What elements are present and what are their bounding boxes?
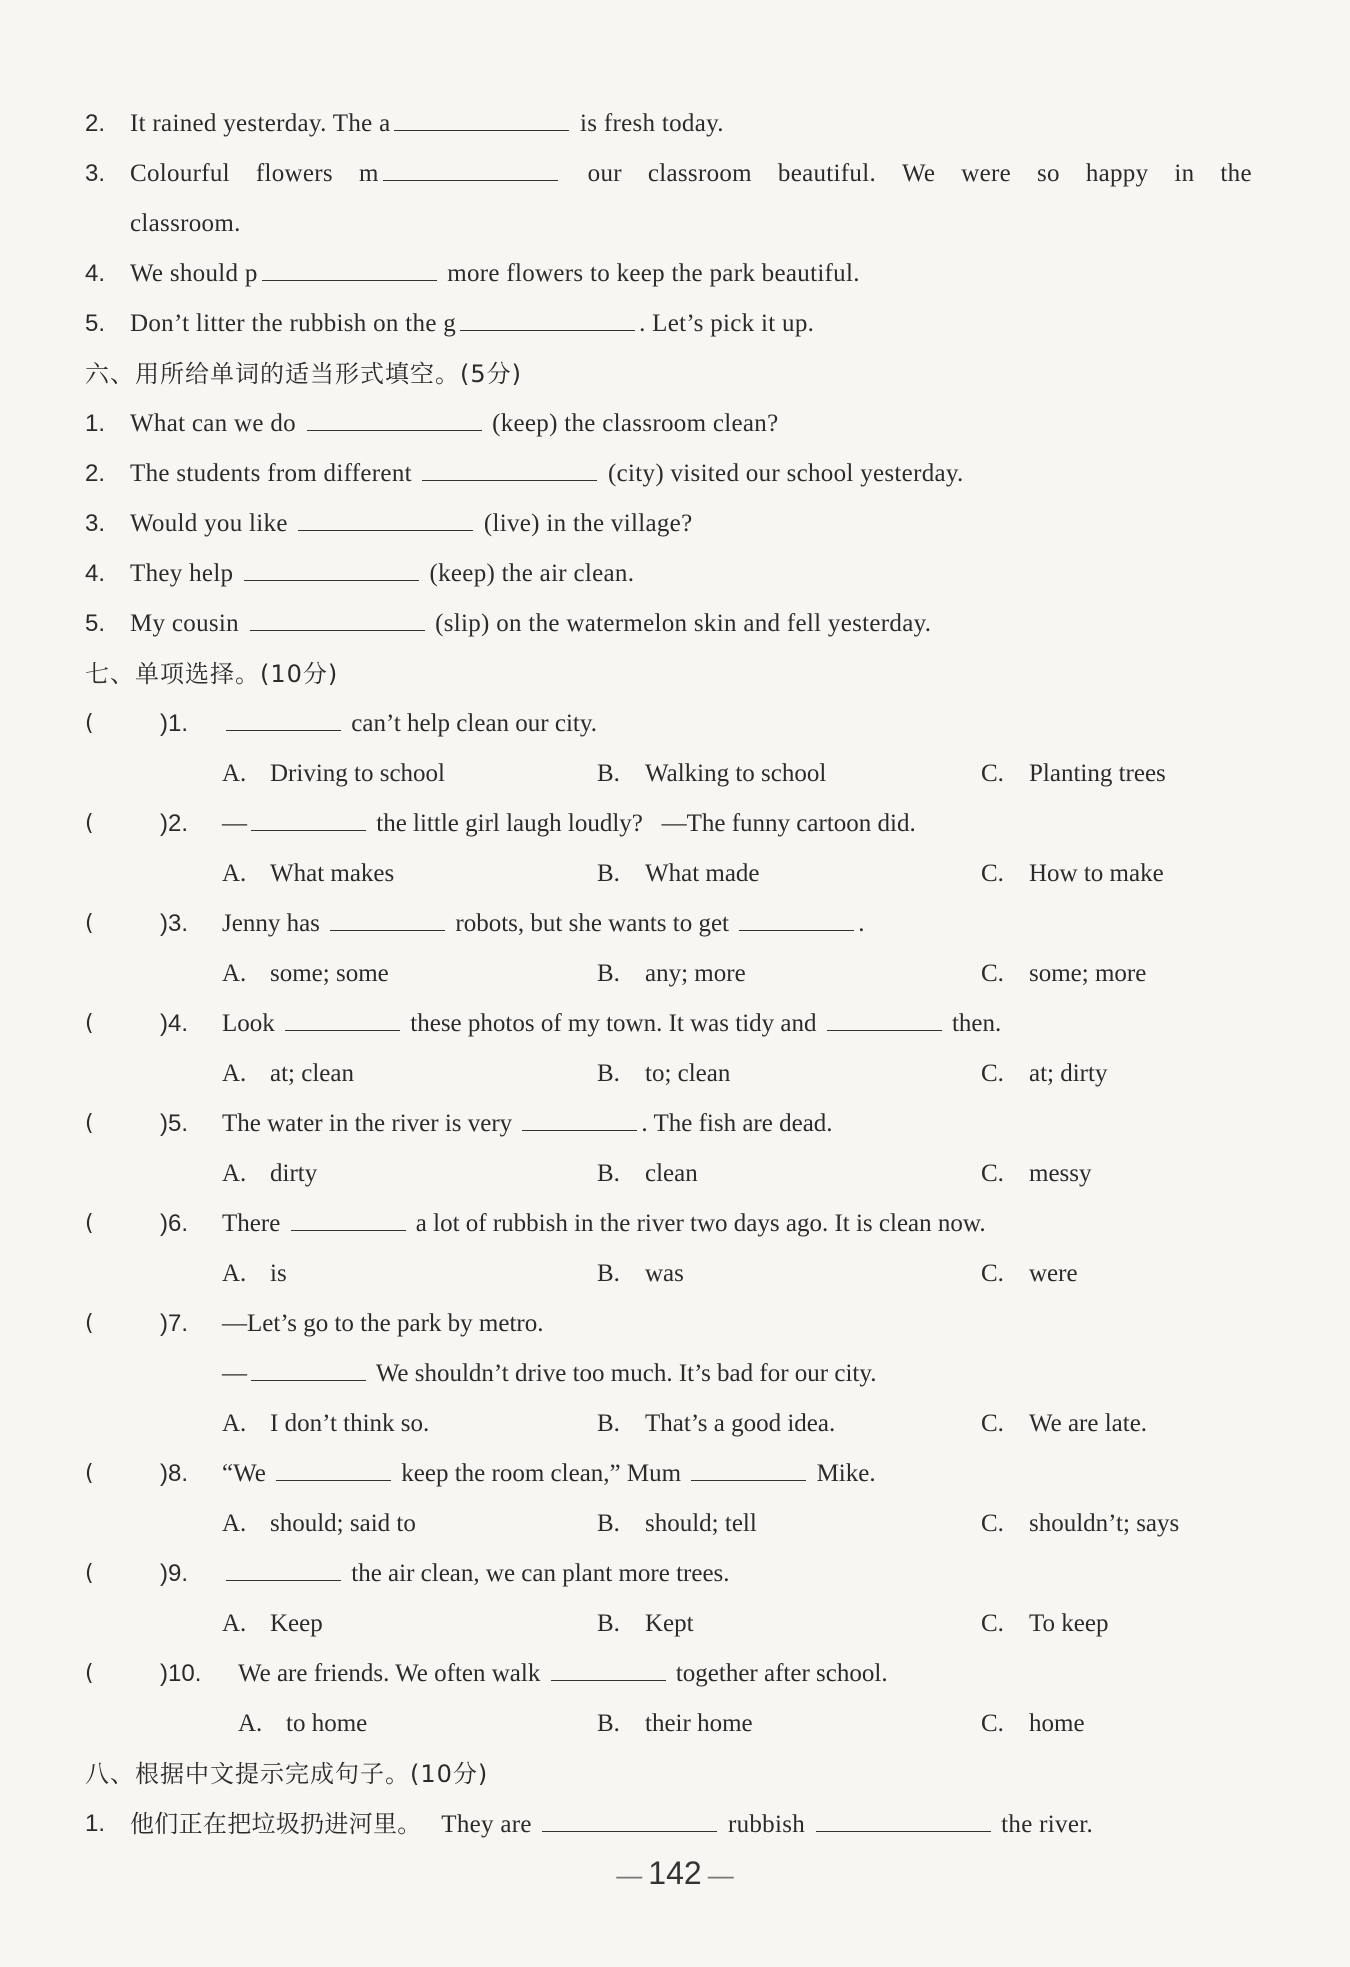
choice-options — [0, 949, 1350, 999]
option-a[interactable]: A. I don’t think so. — [222, 1410, 430, 1437]
answer-blank[interactable] — [816, 1801, 991, 1832]
option-c[interactable]: C. home — [981, 1710, 1085, 1737]
option-b[interactable]: B. That’s a good idea. — [597, 1410, 836, 1437]
question-line: 2. It rained yesterday. The a is fresh today. — [0, 99, 1350, 149]
option-c[interactable]: C. Planting trees — [981, 760, 1166, 787]
answer-blank[interactable] — [251, 800, 366, 831]
option-a[interactable]: A. should; said to — [222, 1510, 416, 1537]
option-c[interactable]: C. some; more — [981, 960, 1147, 987]
answer-blank[interactable] — [691, 1450, 806, 1481]
question-line: 1. 他们正在把垃圾扔进河里。 They are rubbish the river. — [0, 1799, 1350, 1849]
answer-blank[interactable] — [226, 700, 341, 731]
option-c[interactable]: C. messy — [981, 1160, 1092, 1187]
choice-question: ( )9. the air clean, we can plant more trees. — [0, 1549, 1350, 1599]
choice-options — [0, 1149, 1350, 1199]
answer-blank[interactable] — [542, 1801, 717, 1832]
answer-blank[interactable] — [383, 150, 558, 181]
question-line: 5. Don’t litter the rubbish on the g . Let’s pick it up. — [0, 299, 1350, 349]
answer-blank[interactable] — [298, 500, 473, 531]
answer-blank[interactable] — [226, 1550, 341, 1581]
option-b[interactable]: B. to; clean — [597, 1060, 731, 1087]
section-heading: 六、用所给单词的适当形式填空。(5分) — [85, 360, 522, 388]
choice-question: ( )1. can’t help clean our city. — [0, 699, 1350, 749]
dash-decoration: — — [707, 1860, 734, 1891]
option-c[interactable]: C. were — [981, 1260, 1078, 1287]
answer-blank[interactable] — [291, 1200, 406, 1231]
option-b[interactable]: B. should; tell — [597, 1510, 757, 1537]
choice-question: ( )5. The water in the river is very . The fish are dead. — [0, 1099, 1350, 1149]
answer-blank[interactable] — [251, 1350, 366, 1381]
answer-blank[interactable] — [285, 1000, 400, 1031]
answer-paren[interactable]: ( — [85, 1311, 94, 1336]
option-b[interactable]: B. clean — [597, 1160, 698, 1187]
answer-blank[interactable] — [250, 600, 425, 631]
answer-blank[interactable] — [244, 550, 419, 581]
option-a[interactable]: A. Driving to school — [222, 760, 445, 787]
answer-blank[interactable] — [262, 250, 437, 281]
option-a[interactable]: A. What makes — [222, 860, 395, 887]
option-c[interactable]: C. We are late. — [981, 1410, 1148, 1437]
question-line: 5. My cousin (slip) on the watermelon skin and fell yesterday. — [0, 599, 1350, 649]
question-line: 2. The students from different (city) visited our school yesterday. — [0, 449, 1350, 499]
option-c[interactable]: C. shouldn’t; says — [981, 1510, 1180, 1537]
choice-question: ( )10. We are friends. We often walk together after school. — [0, 1649, 1350, 1699]
option-c[interactable]: C. at; dirty — [981, 1060, 1108, 1087]
choice-options — [0, 1599, 1350, 1649]
question-line: 3. Would you like (live) in the village? — [0, 499, 1350, 549]
option-b[interactable]: B. Kept — [597, 1610, 694, 1637]
answer-paren[interactable]: ( — [85, 711, 94, 736]
answer-blank[interactable] — [276, 1450, 391, 1481]
question-line: 3. Colourful flowers m our classroom beautiful. We were so happy in the — [0, 149, 1350, 199]
choice-options — [0, 1399, 1350, 1449]
choice-question-continued: — We shouldn’t drive too much. It’s bad for our city. — [0, 1349, 1350, 1399]
choice-question: ( )3. Jenny has robots, but she wants to get . — [0, 899, 1350, 949]
question-line: 4. We should p more flowers to keep the park beautiful. — [0, 249, 1350, 299]
section-heading: 七、单项选择。(10分) — [85, 660, 339, 688]
answer-paren[interactable]: ( — [85, 1011, 94, 1036]
answer-blank[interactable] — [422, 450, 597, 481]
choice-options — [0, 1499, 1350, 1549]
answer-blank[interactable] — [827, 1000, 942, 1031]
section-heading: 八、根据中文提示完成句子。(10分) — [85, 1760, 489, 1788]
answer-paren[interactable]: ( — [85, 1661, 94, 1686]
answer-blank[interactable] — [739, 900, 854, 931]
dash-decoration: — — [616, 1860, 643, 1891]
answer-blank[interactable] — [460, 300, 635, 331]
answer-paren[interactable]: ( — [85, 1461, 94, 1486]
choice-options — [0, 1249, 1350, 1299]
answer-paren[interactable]: ( — [85, 911, 94, 936]
choice-options — [0, 1699, 1350, 1749]
answer-paren[interactable]: ( — [85, 1561, 94, 1586]
option-a[interactable]: A. some; some — [222, 960, 389, 987]
answer-paren[interactable]: ( — [85, 811, 94, 836]
choice-question: ( )8. “We keep the room clean,” Mum Mike. — [0, 1449, 1350, 1499]
choice-question: ( )6. There a lot of rubbish in the river two days ago. It is clean now. — [0, 1199, 1350, 1249]
answer-blank[interactable] — [551, 1650, 666, 1681]
question-line: 4. They help (keep) the air clean. — [0, 549, 1350, 599]
choice-options — [0, 849, 1350, 899]
option-a[interactable]: A. is — [222, 1260, 287, 1287]
option-b[interactable]: B. their home — [597, 1710, 753, 1737]
choice-question: ( )2. — the little girl laugh loudly? —The funny cartoon did. — [0, 799, 1350, 849]
option-b[interactable]: B. What made — [597, 860, 760, 887]
answer-blank[interactable] — [394, 100, 569, 131]
question-line-continued: classroom. — [130, 210, 241, 237]
choice-question: ( )4. Look these photos of my town. It was tidy and then. — [0, 999, 1350, 1049]
answer-blank[interactable] — [330, 900, 445, 931]
answer-paren[interactable]: ( — [85, 1211, 94, 1236]
answer-blank[interactable] — [522, 1100, 637, 1131]
option-b[interactable]: B. was — [597, 1260, 684, 1287]
page-number: — 142 — — [616, 1855, 734, 1891]
choice-options — [0, 749, 1350, 799]
answer-blank[interactable] — [307, 400, 482, 431]
option-a[interactable]: A. to home — [238, 1710, 368, 1737]
question-line: 1. What can we do (keep) the classroom clean? — [0, 399, 1350, 449]
choice-question: ( )7. —Let’s go to the park by metro. — [0, 1299, 1350, 1349]
option-c[interactable]: C. How to make — [981, 860, 1164, 887]
option-a[interactable]: A. Keep — [222, 1610, 323, 1637]
option-a[interactable]: A. at; clean — [222, 1060, 354, 1087]
option-b[interactable]: B. Walking to school — [597, 760, 827, 787]
option-b[interactable]: B. any; more — [597, 960, 746, 987]
option-a[interactable]: A. dirty — [222, 1160, 318, 1187]
choice-options — [0, 1049, 1350, 1099]
option-c[interactable]: C. To keep — [981, 1610, 1109, 1637]
answer-paren[interactable]: ( — [85, 1111, 94, 1136]
